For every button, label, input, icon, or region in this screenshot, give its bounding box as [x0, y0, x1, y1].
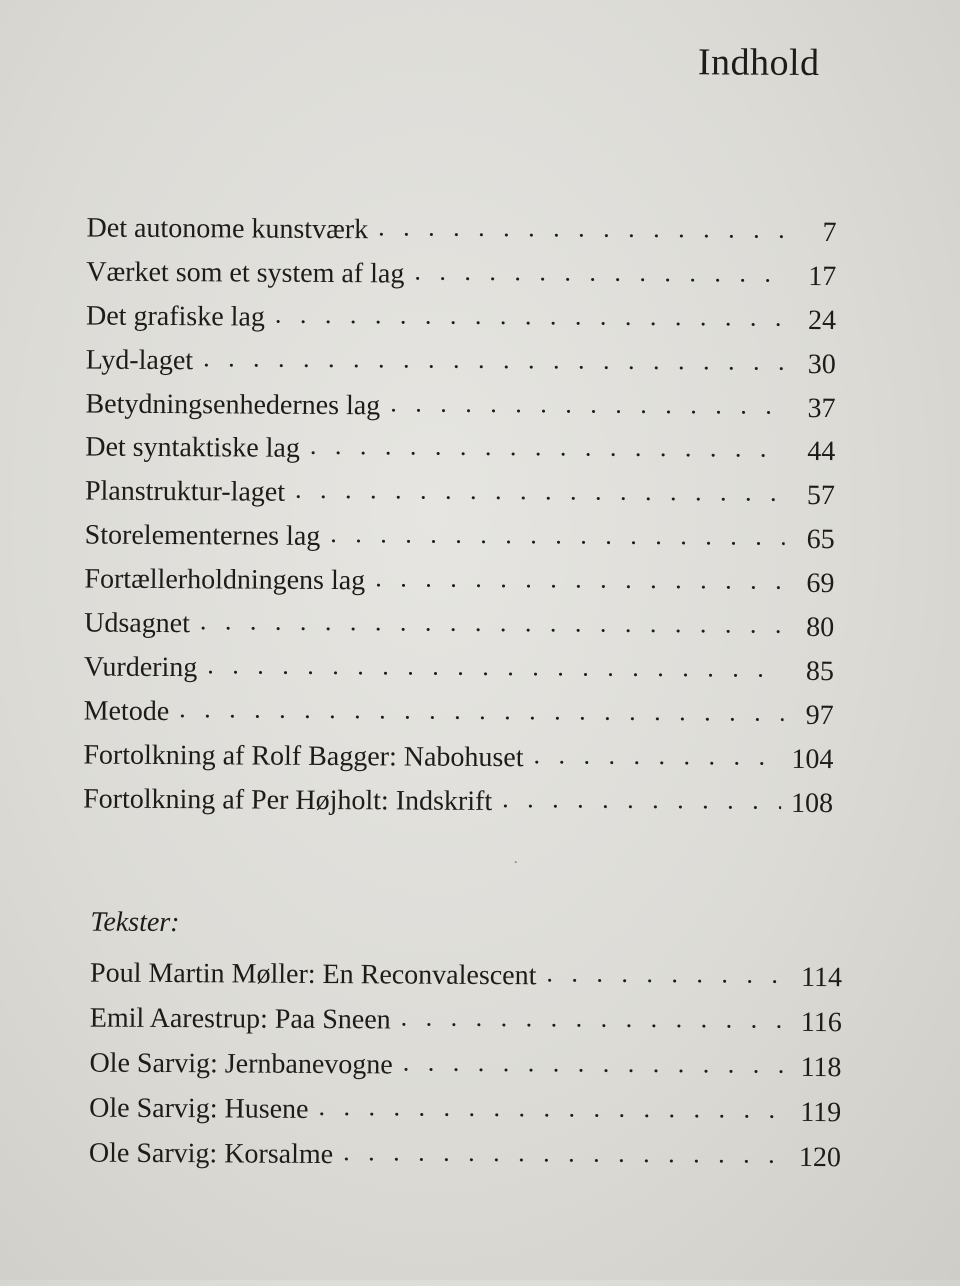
leader-dots: [203, 341, 786, 373]
texts-list: [89, 951, 842, 1181]
toc-entry-title: Storelementernes lag: [84, 519, 321, 553]
leader-dots: [390, 386, 785, 416]
paper-speck: [515, 861, 517, 863]
page-title: Indhold: [697, 41, 820, 85]
toc-entry-title: Udsagnet: [84, 607, 191, 640]
toc-entry: [84, 602, 834, 650]
text-entry: [89, 1131, 841, 1181]
toc-entry: [83, 733, 833, 781]
leader-dots: [295, 473, 785, 504]
text-entry-title: Poul Martin Møller: En Reconvalescent: [89, 957, 537, 992]
toc-entry-page: 37: [807, 392, 836, 424]
toc-entry-title: Fortællerholdningens lag: [84, 563, 366, 597]
text-entry-page: 119: [800, 1096, 842, 1129]
leader-dots: [310, 429, 786, 460]
toc-entry: [84, 645, 834, 693]
toc-entry: [86, 250, 836, 298]
leader-dots: [275, 297, 786, 328]
toc-entry: [86, 338, 836, 386]
leader-dots: [533, 738, 781, 768]
text-entry-title: Ole Sarvig: Korsalme: [88, 1137, 334, 1171]
text-entry-page: 114: [800, 961, 843, 994]
toc-entry: [84, 689, 834, 737]
toc-entry-page: 65: [806, 524, 835, 556]
toc-entry-title: Fortolkning af Rolf Bagger: Nabohuset: [83, 739, 524, 773]
text-entry-title: Ole Sarvig: Husene: [89, 1092, 309, 1125]
text-entry: [89, 1041, 841, 1091]
texts-section-heading: Tekster:: [90, 906, 180, 939]
text-entry-title: Emil Aarestrup: Paa Sneen: [89, 1002, 391, 1036]
leader-dots: [403, 1045, 791, 1075]
leader-dots: [378, 210, 787, 240]
toc-entry-page: 85: [805, 655, 835, 688]
toc-entry-title: Planstruktur-laget: [84, 475, 286, 509]
toc-entry-title: Lyd-laget: [85, 344, 194, 376]
leader-dots: [546, 956, 791, 985]
text-entry-page: 118: [800, 1051, 842, 1084]
toc-entry: [85, 382, 835, 430]
toc-entry-title: Fortolkning af Per Højholt: Indskrift: [83, 783, 493, 817]
toc-entry-title: Værket som et system af lag: [86, 256, 405, 290]
toc-entry-title: Det autonome kunstværk: [86, 212, 369, 246]
toc-entry-page: 104: [791, 743, 834, 775]
toc-entry-title: Metode: [83, 695, 170, 727]
toc-entry-page: 17: [808, 260, 837, 293]
toc-entry: [85, 426, 835, 474]
toc-entry-page: 108: [791, 787, 834, 819]
leader-dots: [343, 1135, 789, 1166]
leader-dots: [375, 561, 784, 591]
leader-dots: [318, 1090, 790, 1121]
toc-entry-page: 97: [805, 699, 834, 731]
text-entry-page: 120: [798, 1141, 842, 1174]
leader-dots: [179, 692, 784, 724]
toc-entry-page: 80: [806, 611, 835, 644]
table-of-contents: [83, 207, 837, 826]
toc-entry: [83, 777, 833, 825]
leader-dots: [414, 254, 786, 284]
leader-dots: [200, 604, 784, 636]
toc-entry-page: 30: [807, 348, 836, 380]
text-entry: [89, 1086, 841, 1136]
toc-entry-page: 57: [806, 480, 836, 512]
toc-entry-title: Det grafiske lag: [85, 300, 265, 333]
toc-entry: [85, 514, 835, 562]
toc-entry-page: 24: [807, 304, 837, 336]
toc-entry-title: Vurdering: [83, 651, 198, 684]
text-entry-page: 116: [800, 1006, 842, 1039]
text-entry-title: Ole Sarvig: Jernbanevogne: [89, 1047, 393, 1081]
leader-dots: [502, 782, 781, 812]
leader-dots: [207, 648, 784, 680]
toc-entry-page: 69: [806, 568, 835, 600]
toc-entry-page: 7: [822, 217, 837, 249]
toc-entry: [86, 207, 836, 255]
toc-entry-page: 44: [807, 436, 836, 468]
leader-dots: [330, 517, 785, 548]
toc-entry-title: Betydningsenhedernes lag: [85, 388, 381, 421]
toc-entry: [84, 558, 834, 606]
text-entry: [90, 996, 842, 1046]
toc-entry-title: Det syntaktiske lag: [85, 431, 300, 465]
toc-entry: [86, 294, 836, 342]
leader-dots: [401, 1000, 791, 1030]
text-entry: [90, 951, 842, 1001]
toc-entry: [85, 470, 835, 518]
